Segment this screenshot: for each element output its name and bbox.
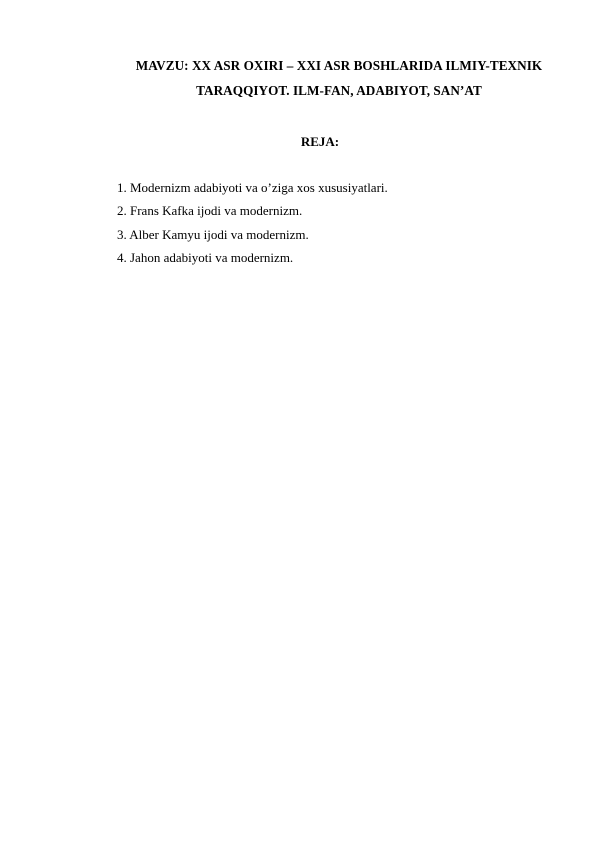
- plan-item-3: 3. Alber Kamyu ijodi va modernizm.: [117, 226, 309, 242]
- plan-list: [117, 176, 388, 270]
- plan-heading: REJA:: [300, 134, 340, 149]
- document-title: [70, 53, 596, 103]
- plan-item-4: 4. Jahon adabiyoti va modernizm.: [117, 250, 294, 266]
- title-line-1: MAVZU: XX ASR OXIRI – XXI ASR BOSHLARIDA ILMIY-TEXNIK: [135, 58, 543, 73]
- title-line-2: TARAQQIYOT. ILM-FAN, ADABIYOT, SAN’AT: [196, 83, 482, 98]
- plan-item-1: 1. Modernizm adabiyoti va o’ziga xos xususiyatlari.: [117, 180, 388, 195]
- plan-item-2: 2. Frans Kafka ijodi va modernizm.: [117, 203, 303, 219]
